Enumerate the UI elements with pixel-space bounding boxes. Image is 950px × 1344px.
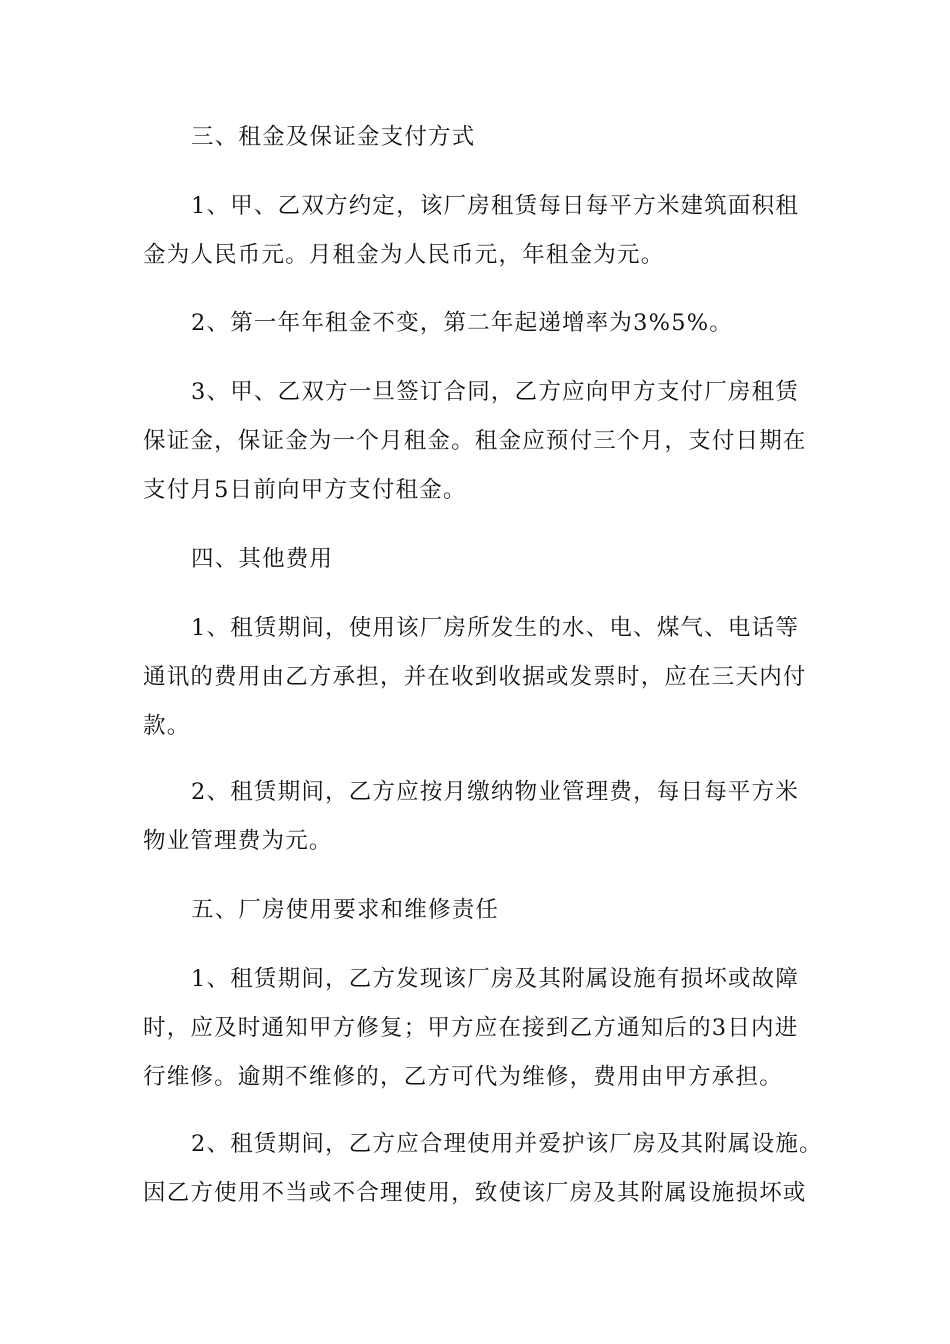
paragraph-line: 款。 <box>143 713 191 739</box>
paragraph-3-2 <box>143 299 807 348</box>
paragraph-line: 支付月5日前向甲方支付租金。 <box>143 477 467 503</box>
section-heading-5: 五、厂房使用要求和维修责任 <box>191 897 500 923</box>
paragraph-5-2 <box>143 1120 823 1218</box>
paragraph-line: 行维修。逾期不维修的，乙方可代为维修，费用由甲方承担。 <box>143 1064 783 1090</box>
paragraph-4-2 <box>143 768 807 866</box>
paragraph-line: 2、租赁期间，乙方应按月缴纳物业管理费，每日每平方米 <box>191 779 800 805</box>
paragraph-3-1 <box>143 182 807 280</box>
paragraph-line: 金为人民币元。月租金为人民币元，年租金为元。 <box>143 242 665 268</box>
paragraph-line: 3、甲、乙双方一旦签订合同，乙方应向甲方支付厂房租赁 <box>191 379 800 405</box>
paragraph-4-1 <box>143 604 807 751</box>
paragraph-line: 物业管理费为元。 <box>143 828 333 854</box>
paragraph-line: 1、租赁期间，使用该厂房所发生的水、电、煤气、电话等 <box>191 615 800 641</box>
paragraph-line: 1、租赁期间，乙方发现该厂房及其附属设施有损坏或故障 <box>191 966 800 992</box>
paragraph-line: 通讯的费用由乙方承担，并在收到收据或发票时，应在三天内付 <box>143 664 807 690</box>
section-heading-3: 三、租金及保证金支付方式 <box>191 124 476 150</box>
section-heading-4: 四、其他费用 <box>191 546 334 572</box>
paragraph-line: 因乙方使用不当或不合理使用，致使该厂房及其附属设施损坏或 <box>143 1180 807 1206</box>
paragraph-5-1 <box>143 955 807 1102</box>
paragraph-line: 2、第一年年租金不变，第二年起递增率为3%5%。 <box>191 310 734 336</box>
paragraph-line: 2、租赁期间，乙方应合理使用并爱护该厂房及其附属设施。 <box>191 1131 823 1157</box>
paragraph-line: 保证金，保证金为一个月租金。租金应预付三个月，支付日期在 <box>143 428 807 454</box>
paragraph-3-3 <box>143 368 807 515</box>
paragraph-line: 1、甲、乙双方约定，该厂房租赁每日每平方米建筑面积租 <box>191 193 800 219</box>
paragraph-line: 时，应及时通知甲方修复；甲方应在接到乙方通知后的3日内进 <box>143 1015 799 1041</box>
